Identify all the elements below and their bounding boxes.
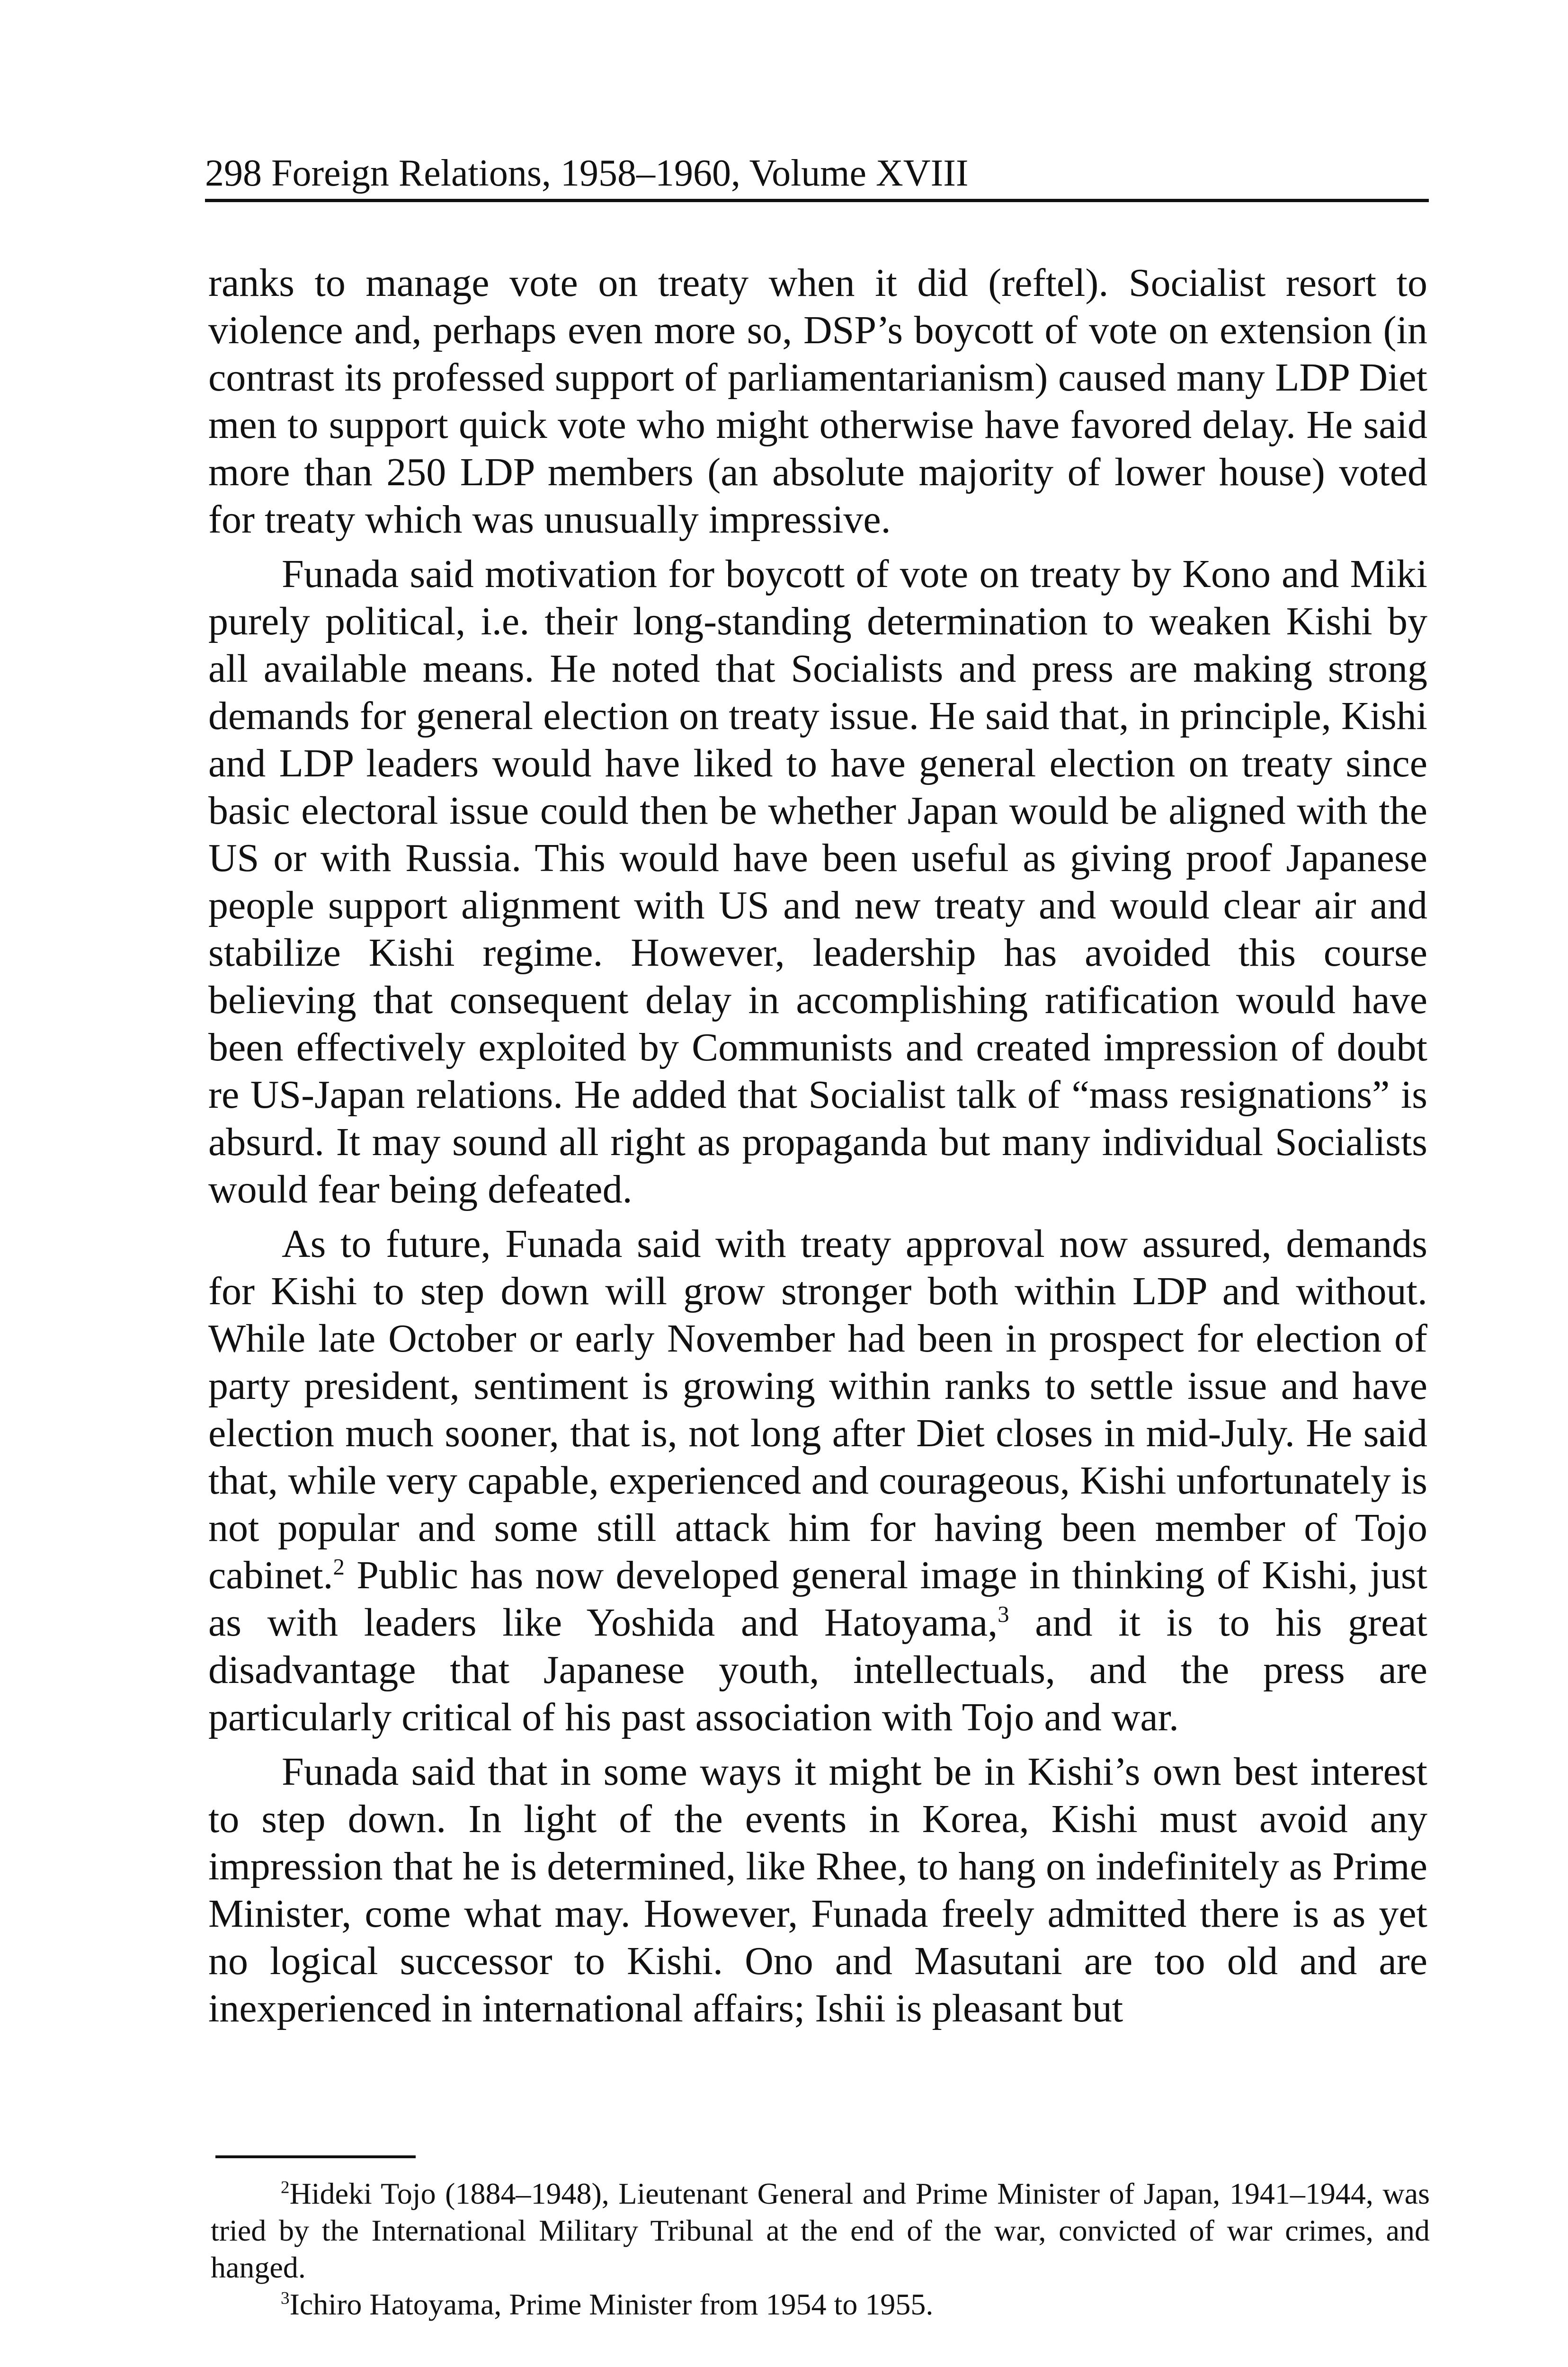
footnote-text-2: Hideki Tojo (1884–1948), Lieutenant General and Prime Minister of Japan, 1941–1944, was tried by the International Military Tribunal at the end of the war, convicted of war crimes, and hanged.	[211, 2177, 1430, 2284]
footnote-3	[211, 2286, 1430, 2323]
paragraph-4: Funada said that in some ways it might be in Kishi’s own best interest to step down. In light of the events in Korea, Kishi must avoid any impression that he is determined, like Rhee, to hang on indefinitely as Prime Minister, come what may. However, Funada freely admitted there is as yet no logical successor to Kishi. Ono and Masutani are too old and are inexperienced in international affairs; Ishii is pleasant but	[208, 1750, 1427, 2030]
paragraph-3-part-2: Public has now developed general image in thinking of Kishi, just as with leaders like Yoshida and Hatoyama,	[208, 1553, 1427, 1645]
running-head-text: 298 Foreign Relations, 1958–1960, Volume XVIII	[205, 152, 969, 194]
footnote-divider	[215, 2155, 416, 2158]
body-text	[208, 259, 1427, 2032]
footnote-number-3: 3	[281, 2288, 290, 2308]
footnote-text-3: Ichiro Hatoyama, Prime Minister from 1954 to 1955.	[289, 2287, 934, 2321]
footnote-number-2: 2	[281, 2178, 290, 2198]
footnote-ref-2: 2	[333, 1554, 345, 1580]
paragraph-2: Funada said motivation for boycott of vote on treaty by Kono and Miki purely political, i.e. their long-standing determination to weaken Kishi by all available means. He noted that Socialists and press are making strong demands for general election on treaty issue. He said that, in principle, Kishi and LDP leaders would have liked to have general election on treaty since basic electoral issue could then be whether Japan would be aligned with the US or with Russia. This would have been useful as giving proof Japanese people support alignment with US and new treaty and would clear air and stabilize Kishi regime. However, leadership has avoided this course believing that consequent delay in accomplishing ratification would have been effectively exploited by Communists and created impression of doubt re US-Japan relations. He added that Socialist talk of “mass resignations” is absurd. It may sound all right as propaganda but many individual Socialists would fear being defeated.	[208, 552, 1427, 1211]
paragraph-3-part-3: and it is to his great disadvantage that Japanese youth, intellectuals, and the press are particularly critical of his past association with Tojo and war.	[208, 1601, 1427, 1739]
footnote-2	[211, 2175, 1430, 2286]
footnotes	[211, 2175, 1430, 2323]
footnote-ref-3: 3	[998, 1602, 1009, 1627]
paragraph-1: ranks to manage vote on treaty when it did (reftel). Socialist resort to violence and, perhaps even more so, DSP’s boycott of vote on extension (in contrast its professed support of parliamentarianism) caused many LDP Diet men to support quick vote who might otherwise have favored delay. He said more than 250 LDP members (an absolute majority of lower house) voted for treaty which was unusually impressive.	[208, 261, 1427, 542]
paragraph-3	[208, 1220, 1427, 1741]
paragraph-3-part-1: As to future, Funada said with treaty approval now assured, demands for Kishi to step down will grow stronger both within LDP and without. While late October or early November had been in prospect for election of party president, sentiment is growing within ranks to settle issue and have election much sooner, that is, not long after Diet closes in mid-July. He said that, while very capable, experienced and courageous, Kishi unfortunately is not popular and some still attack him for having been member of Tojo cabinet.	[208, 1222, 1427, 1597]
running-head	[205, 142, 1429, 202]
